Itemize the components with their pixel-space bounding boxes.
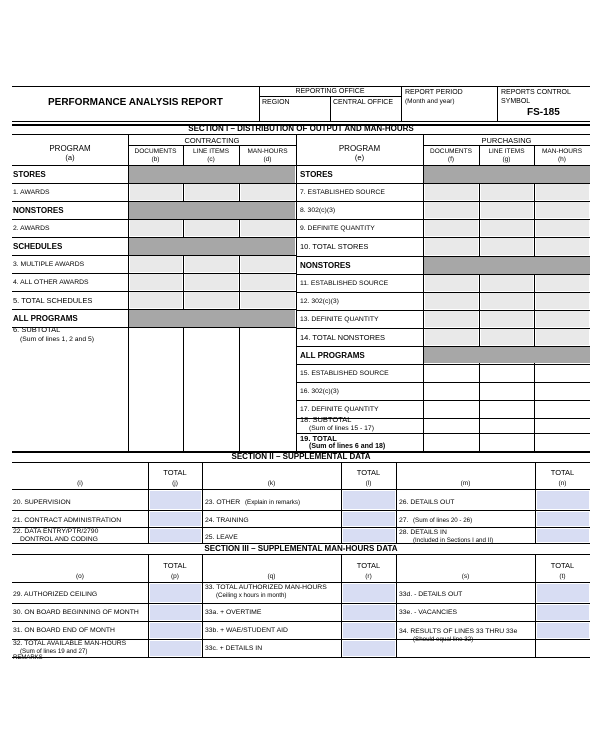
input-line-31[interactable] <box>150 623 201 638</box>
reporting-office-label: REPORTING OFFICE <box>295 88 365 95</box>
symbol-label: SYMBOL <box>501 98 531 105</box>
row-label-3: 3. MULTIPLE AWARDS <box>13 261 85 268</box>
row-label-6: 6. SUBTOTAL <box>13 325 61 334</box>
s2-code-j: (j) <box>172 480 178 487</box>
section-3-title: SECTION III – SUPPLEMENTAL MAN-HOURS DATA <box>204 544 398 553</box>
row-label-25: 25. LEAVE <box>205 534 238 541</box>
row-label-33-note: (Ceiling x hours in month) <box>216 592 287 599</box>
row-label-nonstores-right: NONSTORES <box>300 261 351 270</box>
page-title: PERFORMANCE ANALYSIS REPORT <box>48 97 223 108</box>
input-cell[interactable] <box>425 311 478 327</box>
row-label-33a: 33a. + OVERTIME <box>205 609 262 616</box>
input-line-33d[interactable] <box>537 584 589 602</box>
input-cell[interactable] <box>185 292 238 308</box>
input-line-33e[interactable] <box>537 605 589 620</box>
row-label-9: 9. DEFINITE QUANTITY <box>300 225 375 232</box>
input-cell[interactable] <box>481 238 533 255</box>
grey-row-nonstores-left <box>129 202 295 219</box>
s2-code-i: (i) <box>77 480 83 487</box>
row-label-21: 21. CONTRACT ADMINISTRATION <box>13 517 122 524</box>
input-cell[interactable] <box>481 220 533 236</box>
central-office-field[interactable] <box>333 108 399 119</box>
input-line-22[interactable] <box>150 529 201 542</box>
input-line-33c[interactable] <box>343 641 395 656</box>
input-cell[interactable] <box>536 238 589 255</box>
row-label-15: 15. ESTABLISHED SOURCE <box>300 370 389 377</box>
s2-total-2: TOTAL <box>356 468 381 477</box>
grey-row-nonstores-right <box>424 257 590 274</box>
input-cell[interactable] <box>481 275 533 291</box>
input-line-28[interactable] <box>537 529 589 542</box>
row-label-26: 26. DETAILS OUT <box>399 499 455 506</box>
s2-code-n: (n) <box>558 480 567 487</box>
row-label-22-cont: DONTROL AND CODING <box>20 536 98 543</box>
row-6-note: (Sum of lines 1, 2 and 5) <box>20 336 95 343</box>
row-19-note: (Sum of lines 6 and 18) <box>309 443 386 450</box>
report-period-sub: (Month and year) <box>405 98 455 105</box>
col-code-c: (c) <box>207 156 215 163</box>
col-code-h: (h) <box>558 156 566 163</box>
input-cell[interactable] <box>536 202 589 218</box>
s3-total-2: TOTAL <box>356 561 381 570</box>
row-label-14: 14. TOTAL NONSTORES <box>300 333 386 342</box>
input-cell[interactable] <box>536 184 589 200</box>
grey-row-allprograms-right <box>424 346 590 363</box>
row-label-33b: 33b. + WAE/STUDENT AID <box>205 627 288 634</box>
input-cell[interactable] <box>425 293 478 309</box>
region-field[interactable] <box>262 108 328 119</box>
report-period-label: REPORT PERIOD <box>405 89 463 96</box>
report-period-field[interactable] <box>405 106 495 119</box>
row-label-34-note: (Should equal line 32) <box>413 636 474 643</box>
input-cell[interactable] <box>481 311 533 327</box>
grey-row-stores-right <box>424 166 590 183</box>
row-label-33: 33. TOTAL AUTHORIZED MAN-HOURS <box>205 584 327 591</box>
col-code-b: (b) <box>151 156 160 163</box>
row-label-29: 29. AUTHORIZED CEILING <box>13 591 98 598</box>
col-code-g: (g) <box>502 156 511 163</box>
row-label-28: 28. DETAILS IN <box>399 529 447 536</box>
input-cell[interactable] <box>536 220 589 236</box>
input-cell[interactable] <box>241 220 295 236</box>
input-cell[interactable] <box>481 329 533 345</box>
input-line-21[interactable] <box>150 512 201 526</box>
row-label-stores-right: STORES <box>300 170 333 179</box>
row-label-17: 17. DEFINITE QUANTITY <box>300 406 379 413</box>
row-label-7: 7. ESTABLISHED SOURCE <box>300 189 385 196</box>
input-cell[interactable] <box>130 274 182 290</box>
input-line-29[interactable] <box>150 584 201 602</box>
grey-row-schedules-left <box>129 238 295 255</box>
input-line-34[interactable] <box>537 623 589 638</box>
col-code-f: (f) <box>447 156 455 163</box>
row-label-23-note: (Explain in remarks) <box>245 499 301 506</box>
s2-code-k: (k) <box>267 480 276 487</box>
input-cell[interactable] <box>185 274 238 290</box>
input-line-27[interactable] <box>537 512 589 526</box>
row-label-2: 2. AWARDS <box>13 225 50 232</box>
input-cell[interactable] <box>241 256 295 272</box>
input-cell[interactable] <box>185 256 238 272</box>
input-cell[interactable] <box>241 292 295 308</box>
row-label-22: 22. DATA ENTRY/PTR/2790 <box>13 528 99 535</box>
purchasing-header: PURCHASING <box>481 136 532 145</box>
col-man-hours-right: MAN-HOURS <box>541 148 583 155</box>
row-label-32-note: (Sum of lines 19 and 27) <box>20 648 88 655</box>
row-label-20: 20. SUPERVISION <box>13 499 71 506</box>
col-line-items-right: LINE ITEMS <box>488 148 525 155</box>
row-label-allprograms-right: ALL PROGRAMS <box>300 351 365 360</box>
contracting-header: CONTRACTING <box>184 136 240 145</box>
input-cell[interactable] <box>425 275 478 291</box>
region-label: REGION <box>262 99 290 106</box>
row-label-33d: 33d. - DETAILS OUT <box>399 591 463 598</box>
s2-code-l: (l) <box>365 480 372 487</box>
grey-row-stores-left <box>129 166 295 183</box>
central-office-label: CENTRAL OFFICE <box>333 99 394 106</box>
s3-code-s: (s) <box>461 573 470 580</box>
row-label-31: 31. ON BOARD END OF MONTH <box>13 627 115 634</box>
section-1-title: SECTION I – DISTRIBUTION OF OUTPUT AND MAN-HOURS <box>188 124 414 133</box>
row-label-12: 12. 302(c)(3) <box>300 298 339 305</box>
input-line-33[interactable] <box>343 584 395 602</box>
row-label-33c: 33c. + DETAILS IN <box>205 645 263 652</box>
input-cell[interactable] <box>536 293 589 309</box>
row-label-16: 16. 302(c)(3) <box>300 388 339 395</box>
s3-total-3: TOTAL <box>550 561 575 570</box>
row-label-27-note: (Sum of lines 20 - 26) <box>413 517 473 524</box>
s3-total-1: TOTAL <box>163 561 187 570</box>
input-cell[interactable] <box>130 292 182 308</box>
s2-total-3: TOTAL <box>550 468 575 477</box>
s3-code-p: (p) <box>171 573 179 580</box>
col-documents-right: DOCUMENTS <box>430 148 472 155</box>
input-line-26[interactable] <box>537 491 589 509</box>
input-cell[interactable] <box>185 220 238 236</box>
input-line-32[interactable] <box>150 641 201 656</box>
program-right-header: PROGRAM <box>338 144 381 153</box>
input-cell[interactable] <box>241 274 295 290</box>
row-label-18: 18. SUBTOTAL <box>300 415 352 424</box>
input-cell[interactable] <box>130 184 182 200</box>
row-18-note: (Sum of lines 15 - 17) <box>309 425 374 432</box>
row-label-10: 10. TOTAL STORES <box>300 242 369 251</box>
row-label-34: 34. RESULTS OF LINES 33 THRU 33e <box>399 628 518 635</box>
s3-code-o: (o) <box>76 573 84 580</box>
s3-code-r: (r) <box>365 573 372 580</box>
s3-code-q: (q) <box>267 573 276 580</box>
program-right-code: (e) <box>354 153 365 162</box>
input-line-24[interactable] <box>343 512 395 526</box>
input-line-33b[interactable] <box>343 623 395 638</box>
row-label-30: 30. ON BOARD BEGINNING OF MONTH <box>13 609 139 616</box>
remarks-label: REMARKS <box>13 655 43 661</box>
col-line-items-left: LINE ITEMS <box>192 148 230 155</box>
program-left-code: (a) <box>65 153 75 162</box>
input-cell[interactable] <box>130 220 182 236</box>
s2-total-1: TOTAL <box>163 468 187 477</box>
input-cell[interactable] <box>185 184 238 200</box>
input-cell[interactable] <box>536 275 589 291</box>
row-label-33e: 33e. - VACANCIES <box>399 609 458 616</box>
row-label-27: 27. <box>399 517 409 524</box>
input-cell[interactable] <box>130 256 182 272</box>
program-left-header: PROGRAM <box>49 144 91 153</box>
row-label-13: 13. DEFINITE QUANTITY <box>300 316 379 323</box>
input-cell[interactable] <box>425 202 478 218</box>
col-man-hours-left: MAN-HOURS <box>247 148 288 155</box>
col-documents-left: DOCUMENTS <box>134 148 177 155</box>
row-label-stores-left: STORES <box>13 170 46 179</box>
row-label-5: 5. TOTAL SCHEDULES <box>13 296 93 305</box>
input-cell[interactable] <box>536 329 589 345</box>
input-line-25[interactable] <box>343 529 395 542</box>
input-cell[interactable] <box>425 220 478 236</box>
row-label-8: 8. 302(c)(3) <box>300 207 336 214</box>
input-cell[interactable] <box>241 184 295 200</box>
input-line-30[interactable] <box>150 605 201 620</box>
input-line-23[interactable] <box>343 491 395 509</box>
reports-control-label: REPORTS CONTROL <box>501 89 571 96</box>
grey-row-allprograms-left <box>129 310 295 327</box>
row-label-19: 19. TOTAL <box>300 434 337 443</box>
row-label-schedules: SCHEDULES <box>13 242 63 251</box>
section-2-title: SECTION II – SUPPLEMENTAL DATA <box>231 452 371 461</box>
s3-code-t: (t) <box>559 573 566 580</box>
col-code-d: (d) <box>263 156 272 163</box>
row-label-24: 24. TRAINING <box>205 517 249 524</box>
row-label-1: 1. AWARDS <box>13 189 50 196</box>
input-line-20[interactable] <box>150 491 201 509</box>
input-cell[interactable] <box>481 293 533 309</box>
row-label-allprograms-left: ALL PROGRAMS <box>13 314 78 323</box>
row-label-11: 11. ESTABLISHED SOURCE <box>300 280 389 287</box>
row-label-32: 32. TOTAL AVAILABLE MAN-HOURS <box>13 640 127 647</box>
form-code: FS-185 <box>527 107 560 118</box>
row-label-28-note: (Included in Sections I and II) <box>413 537 494 544</box>
row-label-23: 23. OTHER <box>205 499 241 506</box>
row-label-nonstores-left: NONSTORES <box>13 206 64 215</box>
input-cell[interactable] <box>425 184 478 200</box>
input-cell[interactable] <box>425 329 478 345</box>
row-label-4: 4. ALL OTHER AWARDS <box>13 279 89 286</box>
input-cell[interactable] <box>425 238 478 255</box>
input-line-33a[interactable] <box>343 605 395 620</box>
s2-code-m: (m) <box>460 480 471 487</box>
input-cell[interactable] <box>481 202 533 218</box>
input-cell[interactable] <box>481 184 533 200</box>
remarks-field[interactable] <box>12 662 590 722</box>
input-cell[interactable] <box>536 311 589 327</box>
